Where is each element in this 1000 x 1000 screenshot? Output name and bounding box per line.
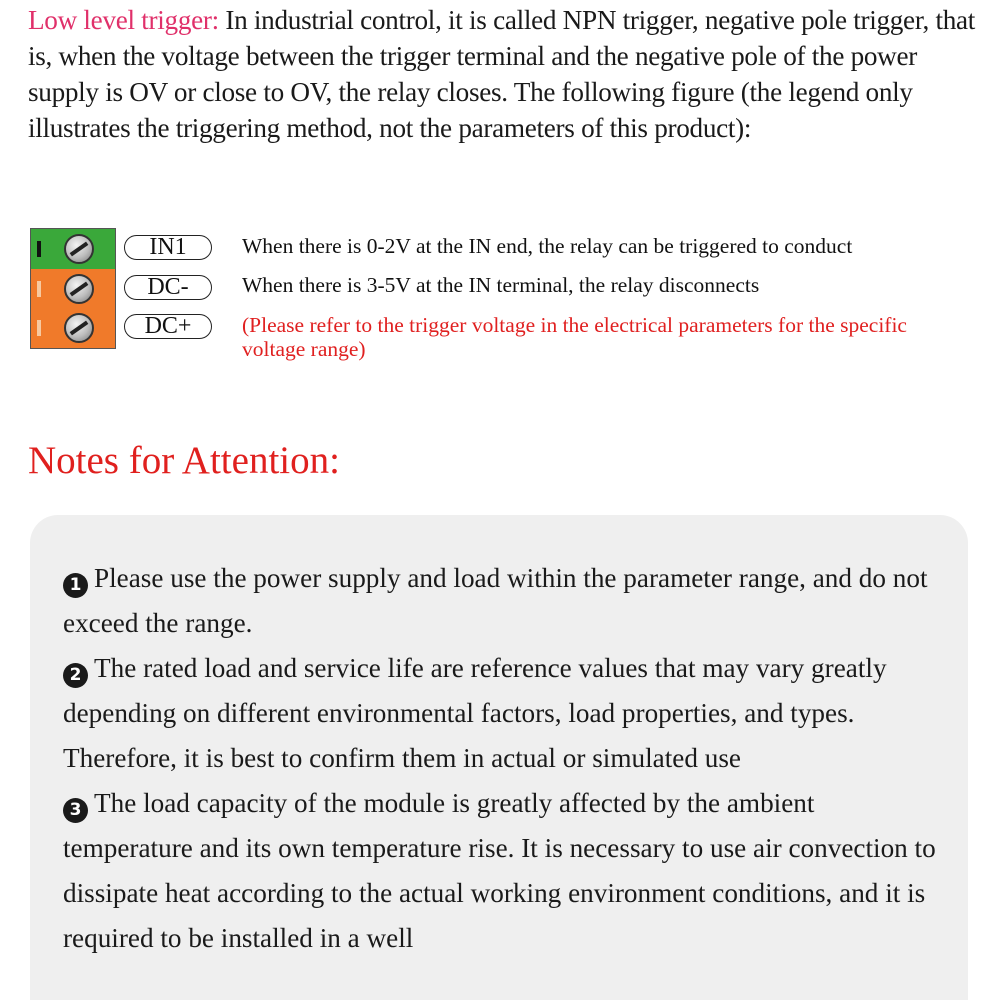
screw-icon xyxy=(64,274,94,304)
terminal-slot-marker xyxy=(37,320,41,336)
terminal-slot-marker xyxy=(37,241,41,257)
terminal-block-image xyxy=(30,228,116,349)
terminal-label-dc-plus: DC+ xyxy=(124,314,212,339)
intro-body: In industrial control, it is called NPN trigger, negative pole trigger, that is, when the voltage between the trigger terminal and the negative pole of the power supply is OV or close to OV, the relay closes. The following figure (the legend only illustrates the triggering method, not the parameters of this product): xyxy=(28,5,976,143)
note-text: The load capacity of the module is greatly affected by the ambient temperature and its own temperature rise. It is necessary to use air convection to dissipate heat according to the actual working environment conditions, and it is required to be installed in a well xyxy=(63,788,936,953)
note-item xyxy=(63,781,943,961)
screw-icon xyxy=(64,234,94,264)
terminal-label-dc-minus: DC- xyxy=(124,275,212,300)
number-bullet-icon: 1 xyxy=(63,573,88,598)
terminal-slot-marker xyxy=(37,281,41,297)
number-bullet-icon: 3 xyxy=(63,798,88,823)
note-text: The rated load and service life are reference values that may vary greatly depending on different environmental factors, load properties, and types. Therefore, it is best to confirm them in actual or simulated use xyxy=(63,653,887,773)
notes-title: Notes for Attention: xyxy=(28,439,340,482)
voltage-range-note: (Please refer to the trigger voltage in the electrical parameters for the specific voltage range) xyxy=(242,313,907,361)
number-bullet-icon: 2 xyxy=(63,663,88,688)
terminal-label-in1: IN1 xyxy=(124,235,212,260)
notes-list xyxy=(63,556,943,961)
intro-lead: Low level trigger: xyxy=(28,5,219,35)
note-text: Please use the power supply and load within the parameter range, and do not exceed the range. xyxy=(63,563,928,638)
intro-paragraph xyxy=(28,2,978,146)
note-item xyxy=(63,646,943,781)
note-item xyxy=(63,556,943,646)
trigger-description: When there is 0-2V at the IN end, the relay can be triggered to conduct xyxy=(242,234,853,258)
disconnect-description: When there is 3-5V at the IN terminal, the relay disconnects xyxy=(242,273,760,297)
screw-icon xyxy=(64,313,94,343)
